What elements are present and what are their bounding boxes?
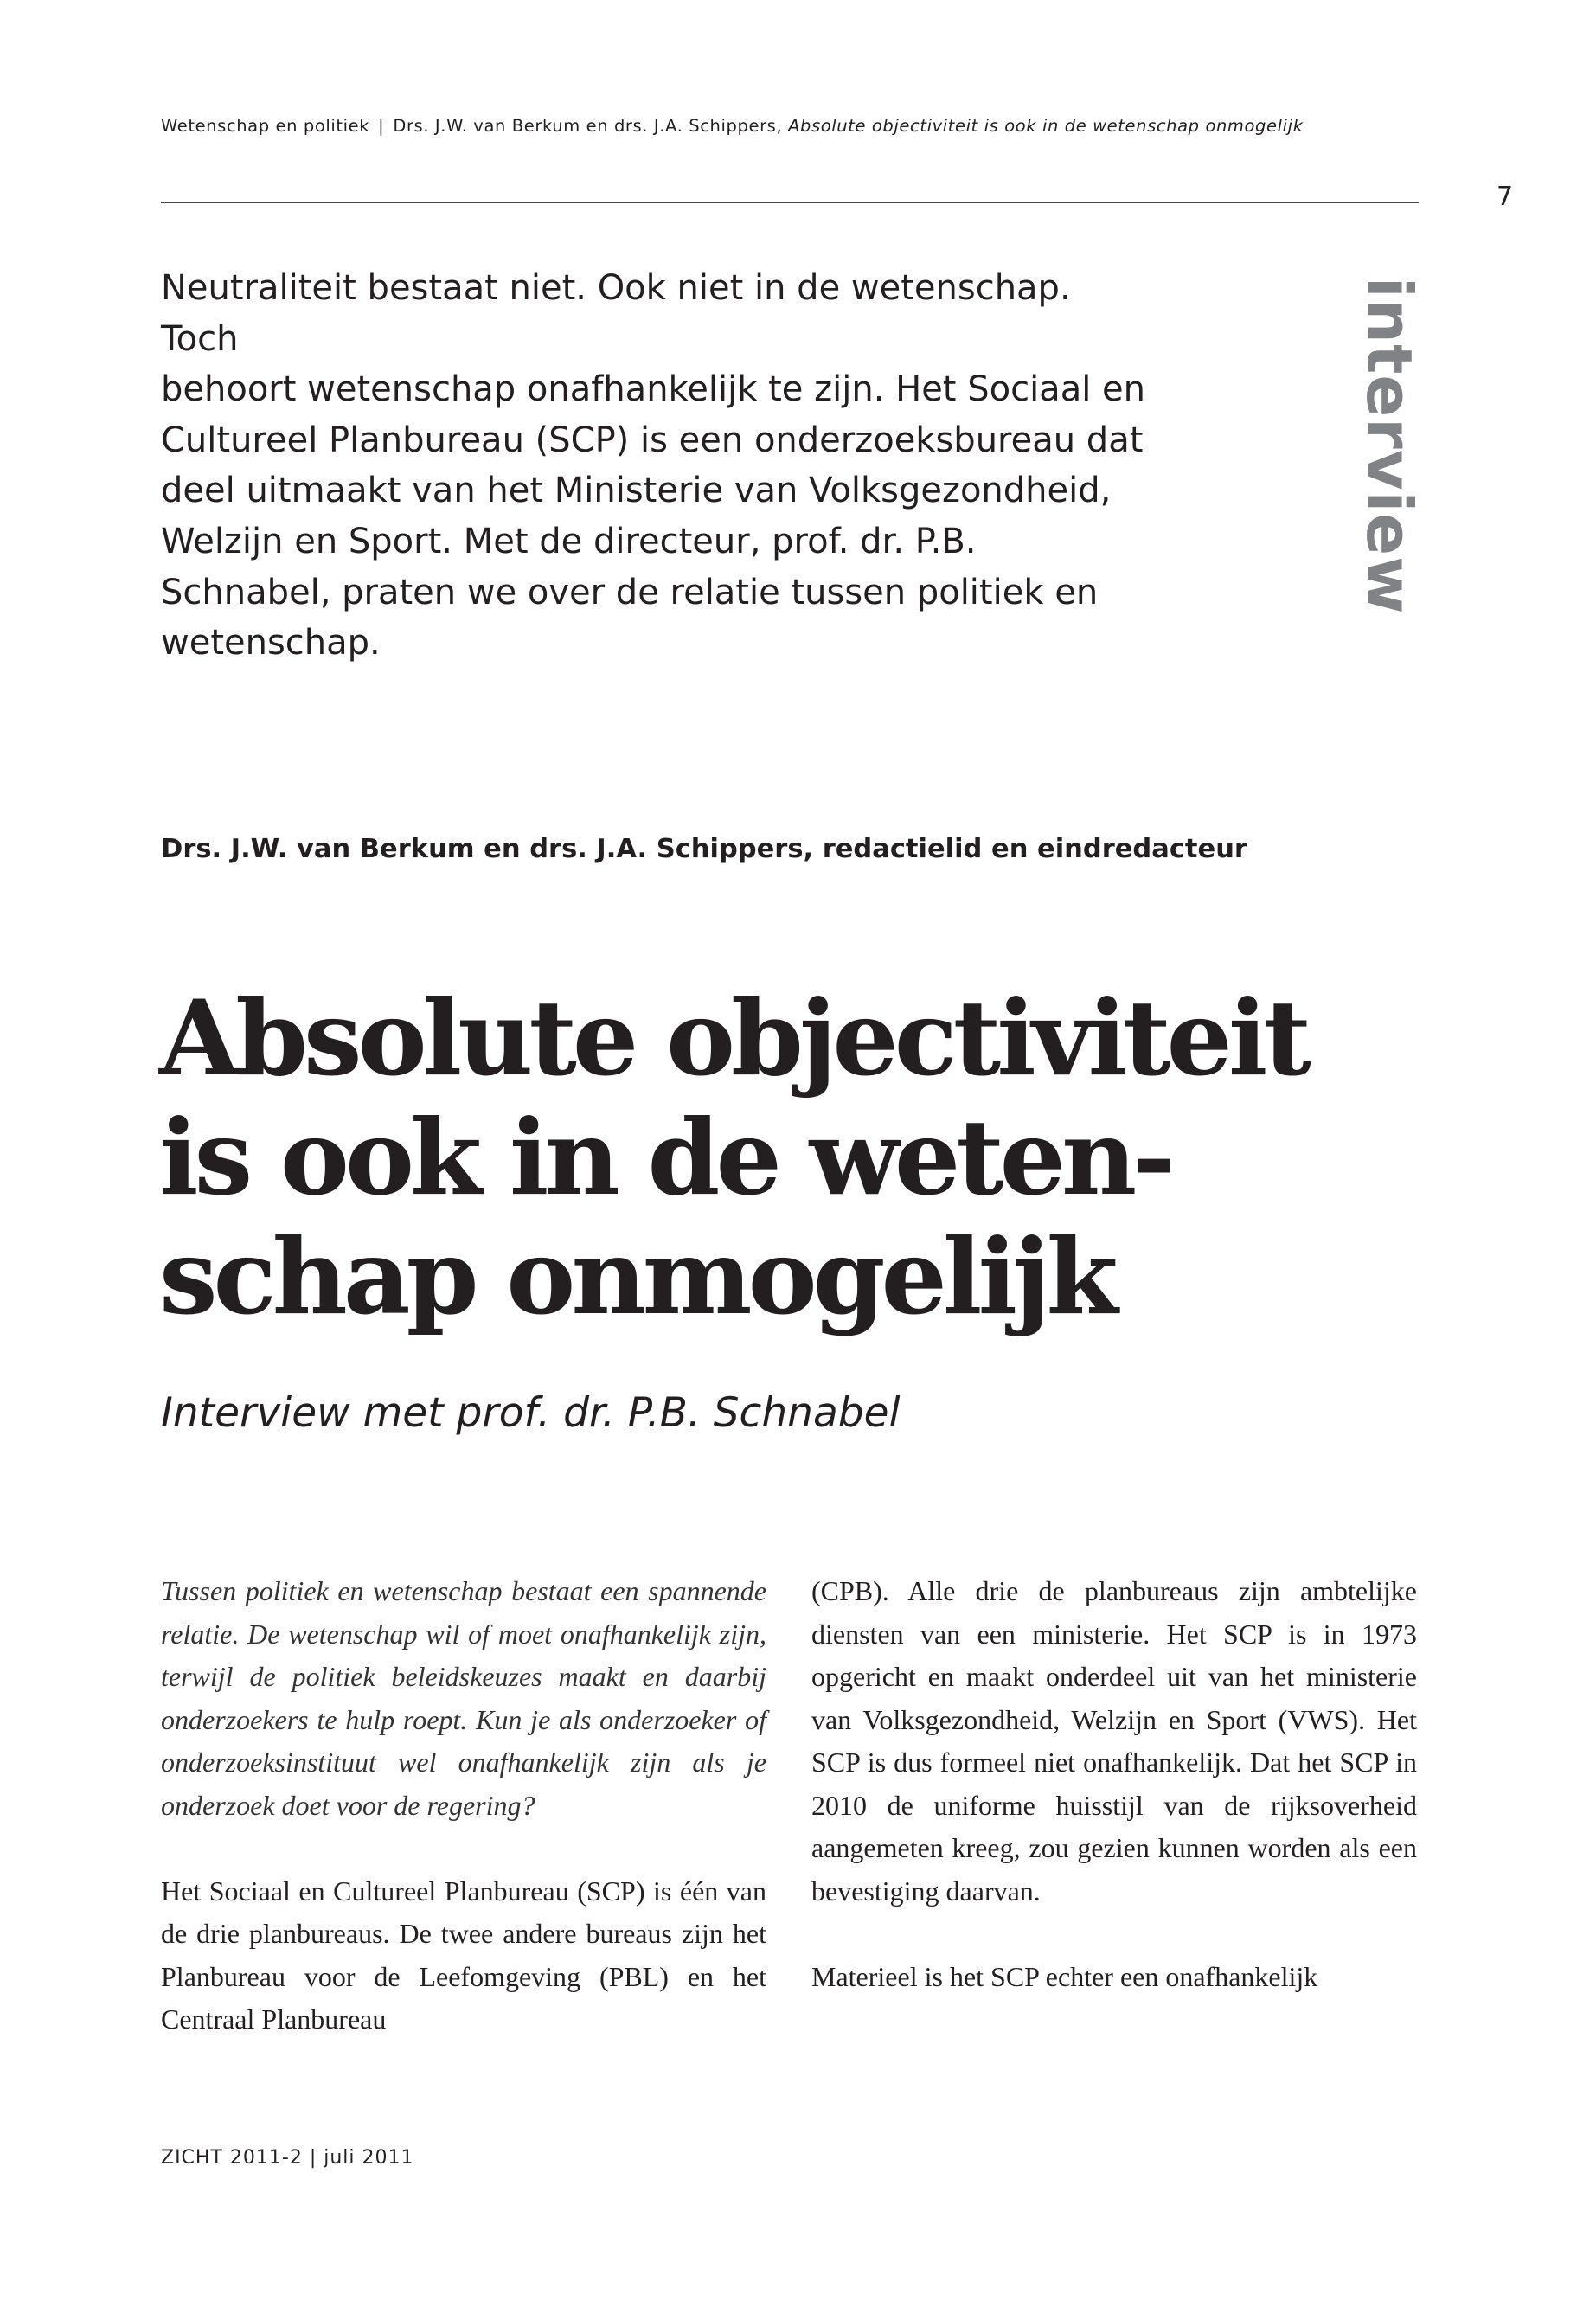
headline-line: is ook in de weten- — [159, 1097, 1172, 1219]
header-rule — [161, 202, 1419, 203]
lead-paragraph: Tussen politiek en wetenschap bestaat een spannende relatie. De wetenschap wil of moet onafhankelijk zijn, terwijl de politiek beleidskeuzes maakt en daarbij onderzoekers te hulp roept. Kun je als onderzoeker of onderzoeksinstituut wel onafhankelijk zijn als je onderzoek doet voor de regering? — [161, 1575, 766, 1821]
intro-paragraph — [161, 263, 1156, 669]
running-header-authors: Drs. J.W. van Berkum en drs. J.A. Schippers, — [393, 116, 783, 136]
body-column-left — [161, 1570, 766, 2084]
intro-line: wetenschap. — [161, 623, 381, 663]
footer: ZICHT 2011-2 | juli 2011 — [161, 2147, 414, 2169]
byline: Drs. J.W. van Berkum en drs. J.A. Schippers, redactielid en eindredacteur — [161, 834, 1247, 864]
intro-line: Neutraliteit bestaat niet. Ook niet in de wetenschap. Toch — [161, 268, 1071, 359]
headline — [159, 979, 1457, 1337]
headline-line: Absolute objectiviteit — [159, 977, 1307, 1099]
intro-line: Cultureel Planbureau (SCP) is een onderzoeksbureau dat — [161, 420, 1144, 460]
running-header-separator: | — [378, 116, 385, 136]
running-header — [161, 116, 1415, 136]
intro-line: Schnabel, praten we over de relatie tussen politiek en — [161, 572, 1099, 612]
page-number: 7 — [1497, 182, 1514, 212]
intro-line: deel uitmaakt van het Ministerie van Volksgezondheid, — [161, 471, 1112, 511]
section-label: interview — [1353, 277, 1426, 615]
body-paragraph: (CPB). Alle drie de planbureaus zijn ambtelijke diensten van een ministerie. Het SCP is in 1973 opgericht en maakt onderdeel uit van het ministerie van Volksgezondheid, Welzijn en Sport (VWS). Het SCP is dus formeel niet onafhankelijk. Dat het SCP in 2010 de uniforme huisstijl van de rijksoverheid aangemeten kreeg, zou gezien kunnen worden als een bevestiging daarvan. — [811, 1575, 1417, 1907]
body-column-right — [811, 1570, 1417, 2041]
body-paragraph: Materieel is het SCP echter een onafhankelijk — [811, 1960, 1318, 1992]
headline-line: schap onmogelijk — [159, 1216, 1114, 1338]
intro-line: behoort wetenschap onafhankelijk te zijn. Het Sociaal en — [161, 369, 1145, 410]
running-header-title: Absolute objectiviteit is ook in de wetenschap onmogelijk — [788, 116, 1304, 136]
running-header-section: Wetenschap en politiek — [161, 116, 370, 136]
subhead: Interview met prof. dr. P.B. Schnabel — [161, 1389, 901, 1437]
body-paragraph: Het Sociaal en Cultureel Planbureau (SCP) is één van de drie planbureaus. De twee andere bureaus zijn het Planbureau voor de Leefomgeving (PBL) en het Centraal Planbureau — [161, 1875, 766, 2035]
intro-line: Welzijn en Sport. Met de directeur, prof. dr. P.B. — [161, 521, 977, 561]
